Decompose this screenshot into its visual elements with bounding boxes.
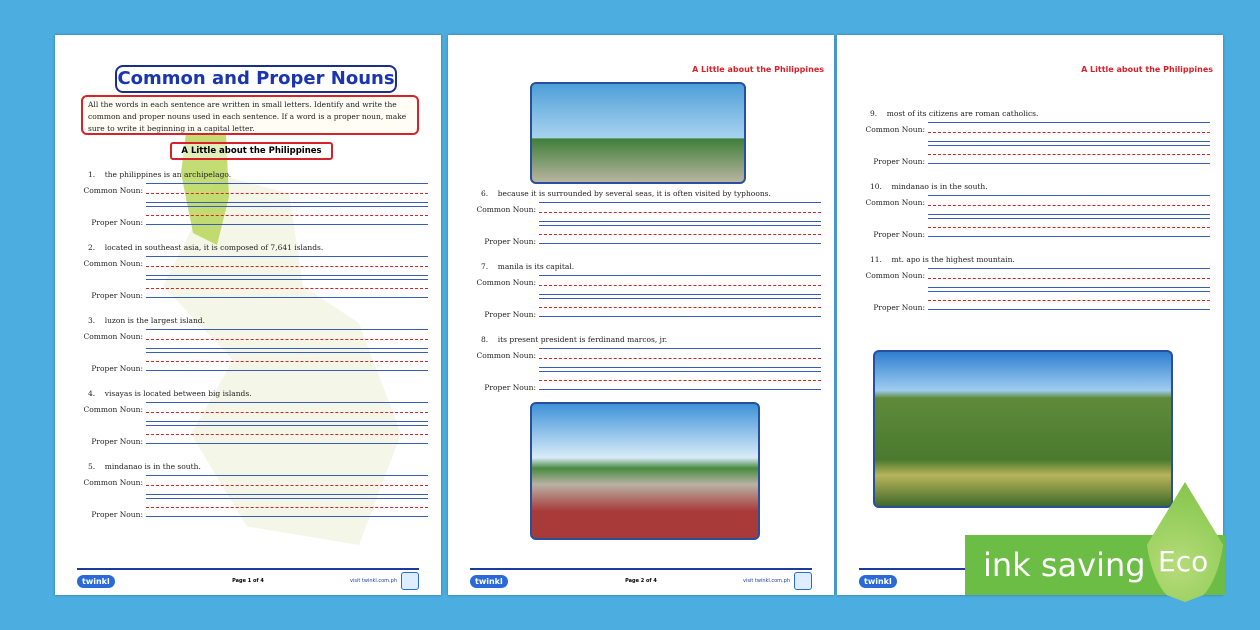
answer-line[interactable] [146, 329, 428, 330]
eco-label: Eco [1158, 545, 1209, 578]
page-header: A Little about the Philippines [692, 65, 824, 74]
answer-line[interactable] [539, 298, 821, 299]
footer [470, 568, 812, 586]
answer-line[interactable] [539, 371, 821, 372]
worksheet-page-3 [837, 35, 1223, 595]
question-text: 2. located in southeast asia, it is composed of 7,641 islands. [88, 243, 324, 252]
answer-line[interactable] [928, 268, 1210, 269]
answer-line[interactable] [539, 307, 821, 308]
twinkl-logo: twinkl [859, 575, 897, 588]
question [83, 170, 428, 242]
common-noun-label: Common Noun: [476, 351, 536, 360]
twinkl-logo: twinkl [470, 575, 508, 588]
answer-line[interactable] [539, 234, 821, 235]
answer-line[interactable] [539, 358, 821, 359]
answer-line[interactable] [539, 221, 821, 222]
common-noun-label: Common Noun: [83, 186, 143, 195]
rizal-monument-image [530, 82, 746, 184]
proper-noun-label: Proper Noun: [873, 303, 925, 312]
answer-line[interactable] [146, 288, 428, 289]
badge-icon [794, 572, 812, 590]
answer-line[interactable] [928, 236, 1210, 237]
answer-line[interactable] [928, 195, 1210, 196]
question-text: 8. its present president is ferdinand marcos, jr. [481, 335, 668, 344]
question [83, 316, 428, 388]
common-noun-label: Common Noun: [83, 478, 143, 487]
answer-line[interactable] [928, 205, 1210, 206]
visit-link[interactable]: visit twinkl.com.ph [350, 578, 397, 584]
answer-line[interactable] [146, 215, 428, 216]
answer-line[interactable] [146, 266, 428, 267]
badge-icon [401, 572, 419, 590]
answer-line[interactable] [146, 206, 428, 207]
common-noun-label: Common Noun: [476, 278, 536, 287]
answer-line[interactable] [928, 309, 1210, 310]
proper-noun-label: Proper Noun: [484, 310, 536, 319]
answer-line[interactable] [539, 212, 821, 213]
question [476, 335, 821, 407]
answer-line[interactable] [928, 218, 1210, 219]
proper-noun-label: Proper Noun: [91, 218, 143, 227]
question [865, 109, 1210, 181]
answer-line[interactable] [146, 425, 428, 426]
answer-line[interactable] [146, 352, 428, 353]
question-text: 4. visayas is located between big islands. [88, 389, 252, 398]
answer-line[interactable] [928, 278, 1210, 279]
proper-noun-label: Proper Noun: [484, 237, 536, 246]
answer-line[interactable] [146, 498, 428, 499]
proper-noun-label: Proper Noun: [91, 364, 143, 373]
answer-line[interactable] [928, 214, 1210, 215]
answer-line[interactable] [146, 475, 428, 476]
answer-line[interactable] [146, 361, 428, 362]
answer-line[interactable] [146, 275, 428, 276]
answer-line[interactable] [928, 300, 1210, 301]
worksheet-title: Common and Proper Nouns [115, 65, 397, 93]
answer-line[interactable] [146, 279, 428, 280]
answer-line[interactable] [146, 297, 428, 298]
answer-line[interactable] [146, 516, 428, 517]
question [865, 182, 1210, 254]
ink-saving-banner: ink saving [965, 535, 1225, 595]
question-text: 10. mindanao is in the south. [870, 182, 988, 191]
footer [77, 568, 419, 586]
answer-line[interactable] [928, 227, 1210, 228]
answer-line[interactable] [539, 367, 821, 368]
answer-line[interactable] [928, 122, 1210, 123]
answer-line[interactable] [928, 287, 1210, 288]
question-text: 3. luzon is the largest island. [88, 316, 205, 325]
answer-line[interactable] [146, 434, 428, 435]
answer-line[interactable] [146, 485, 428, 486]
answer-line[interactable] [539, 294, 821, 295]
common-noun-label: Common Noun: [865, 198, 925, 207]
answer-line[interactable] [539, 348, 821, 349]
common-noun-label: Common Noun: [83, 332, 143, 341]
question [83, 243, 428, 315]
question-text: 1. the philippines is an archipelago. [88, 170, 232, 179]
answer-line[interactable] [539, 275, 821, 276]
subtitle: A Little about the Philippines [170, 142, 333, 160]
page-number: Page 2 of 4 [625, 578, 657, 584]
visit-link[interactable]: visit twinkl.com.ph [743, 578, 790, 584]
answer-line[interactable] [146, 348, 428, 349]
answer-line[interactable] [928, 163, 1210, 164]
question [83, 462, 428, 534]
common-noun-label: Common Noun: [83, 405, 143, 414]
answer-line[interactable] [146, 183, 428, 184]
instructions: All the words in each sentence are written in small letters. Identify and write the common and proper nouns used in each sentence. If a word is a proper noun, make sure to write it beginning in a capital letter. [81, 95, 419, 135]
twinkl-logo: twinkl [77, 575, 115, 588]
answer-line[interactable] [146, 370, 428, 371]
answer-line[interactable] [146, 256, 428, 257]
answer-line[interactable] [146, 402, 428, 403]
answer-line[interactable] [539, 225, 821, 226]
mount-apo-image [873, 350, 1173, 508]
proper-noun-label: Proper Noun: [873, 230, 925, 239]
question [83, 389, 428, 461]
answer-line[interactable] [146, 193, 428, 194]
answer-line[interactable] [539, 316, 821, 317]
question-text: 11. mt. apo is the highest mountain. [870, 255, 1015, 264]
answer-line[interactable] [539, 285, 821, 286]
answer-line[interactable] [146, 443, 428, 444]
answer-line[interactable] [146, 507, 428, 508]
answer-line[interactable] [146, 421, 428, 422]
answer-line[interactable] [146, 412, 428, 413]
answer-line[interactable] [146, 202, 428, 203]
question-text: 5. mindanao is in the south. [88, 462, 201, 471]
answer-line[interactable] [146, 494, 428, 495]
answer-line[interactable] [146, 339, 428, 340]
answer-line[interactable] [928, 291, 1210, 292]
question [476, 262, 821, 334]
worksheet-page-2 [448, 35, 834, 595]
answer-line[interactable] [539, 389, 821, 390]
page-number: Page 1 of 4 [232, 578, 264, 584]
question-text: 7. manila is its capital. [481, 262, 575, 271]
proper-noun-label: Proper Noun: [91, 437, 143, 446]
question [476, 189, 821, 261]
government-building-image [530, 402, 760, 540]
answer-line[interactable] [928, 132, 1210, 133]
proper-noun-label: Proper Noun: [91, 291, 143, 300]
proper-noun-label: Proper Noun: [484, 383, 536, 392]
common-noun-label: Common Noun: [476, 205, 536, 214]
answer-line[interactable] [928, 154, 1210, 155]
answer-line[interactable] [928, 141, 1210, 142]
question-text: 6. because it is surrounded by several seas, it is often visited by typhoons. [481, 189, 771, 198]
answer-line[interactable] [539, 380, 821, 381]
common-noun-label: Common Noun: [865, 271, 925, 280]
proper-noun-label: Proper Noun: [91, 510, 143, 519]
question [865, 255, 1210, 327]
answer-line[interactable] [928, 145, 1210, 146]
common-noun-label: Common Noun: [865, 125, 925, 134]
answer-line[interactable] [539, 243, 821, 244]
page-header: A Little about the Philippines [1081, 65, 1213, 74]
answer-line[interactable] [146, 224, 428, 225]
common-noun-label: Common Noun: [83, 259, 143, 268]
question-text: 9. most of its citizens are roman catholics. [870, 109, 1039, 118]
worksheet-page-1 [55, 35, 441, 595]
proper-noun-label: Proper Noun: [873, 157, 925, 166]
answer-line[interactable] [539, 202, 821, 203]
